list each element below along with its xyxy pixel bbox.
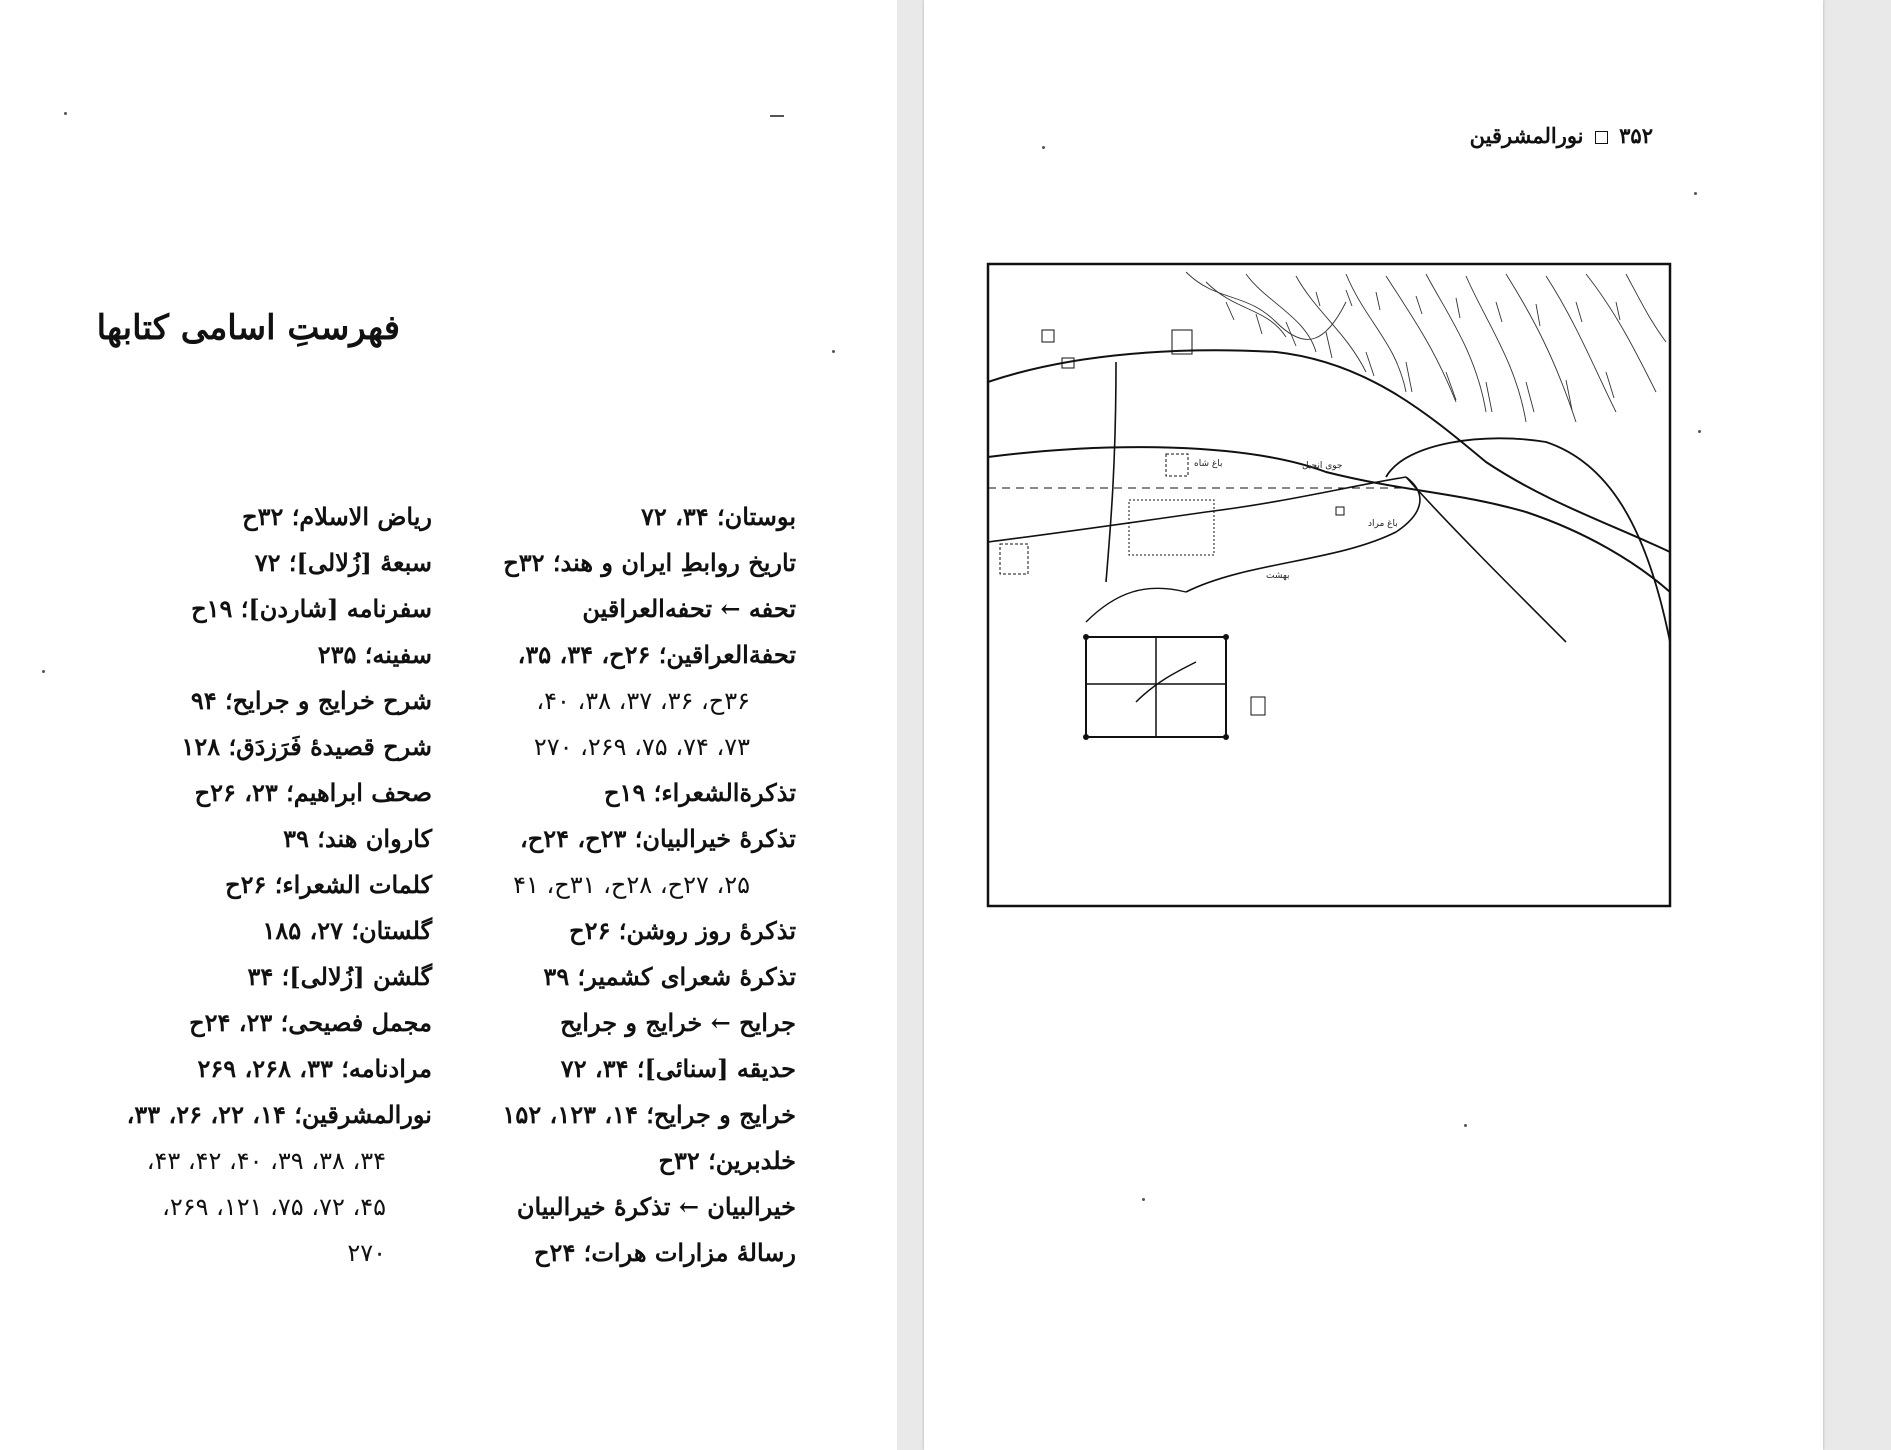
index-entry-continuation: ۷۳، ۷۴، ۷۵، ۲۶۹، ۲۷۰ (533, 733, 750, 761)
index-entry: گلشن [زُلالی]؛ ۳۴ (247, 962, 432, 991)
index-entry: تذکرهٔ شعرای کشمیر؛ ۳۹ (543, 962, 796, 991)
index-entry: رسالهٔ مزارات هرات؛ ۲۴ح (534, 1238, 796, 1267)
running-header (1470, 123, 1653, 148)
index-entry: خلدبرین؛ ۳۲ح (658, 1146, 796, 1175)
index-entry: کاروان هند؛ ۳۹ (283, 824, 432, 853)
index-entry: گلستان؛ ۲۷، ۱۸۵ (262, 916, 432, 945)
index-entry: سفینه؛ ۲۳۵ (317, 640, 432, 669)
scan-speck (1694, 192, 1697, 195)
historical-map (986, 262, 1672, 908)
index-column-left (52, 494, 432, 1276)
map-label-bagh-shah: باغ شاه (1194, 459, 1223, 469)
index-entry: شرح قصیدهٔ فَرَزدَق؛ ۱۲۸ (181, 732, 432, 761)
index-column-right (416, 494, 796, 1276)
index-entry: تاریخ روابطِ ایران و هند؛ ۳۲ح (503, 548, 796, 577)
index-entry-continuation: ۲۷۰ (347, 1239, 386, 1267)
index-entry: تحفه ← تحفه‌العراقین (582, 594, 796, 623)
index-title: فهرستِ اسامی کتابها (96, 308, 400, 348)
square-ornament-icon (1595, 131, 1608, 144)
index-entry: حدیقه [سنائی]؛ ۳۴، ۷۲ (560, 1054, 796, 1083)
index-entry: تذکرة‌الشعراء؛ ۱۹ح (604, 778, 796, 807)
scan-speck (1464, 1124, 1467, 1127)
map-label-river: جوی انجیل (1302, 461, 1343, 471)
scan-speck (1142, 1198, 1145, 1201)
index-entry-continuation: ۴۵، ۷۲، ۷۵، ۱۲۱، ۲۶۹، (162, 1193, 386, 1221)
scan-speck (42, 670, 45, 673)
index-entry: تحفة‌العراقین؛ ۲۶ح، ۳۴، ۳۵، (517, 640, 796, 669)
scan-speck (1698, 430, 1701, 433)
index-entry: تذکرهٔ روز روشن؛ ۲۶ح (569, 916, 796, 945)
index-entry: سبعهٔ [زُلالی]؛ ۷۲ (254, 548, 432, 577)
index-entry: خرایج و جرایح؛ ۱۴، ۱۲۳، ۱۵۲ (502, 1100, 796, 1129)
scan-speck (770, 115, 784, 117)
right-page (924, 0, 1823, 1450)
index-entry-continuation: ۳۴، ۳۸، ۳۹، ۴۰، ۴۲، ۴۳، (146, 1147, 386, 1175)
running-title: نورالمشرقین (1469, 123, 1584, 148)
scan-speck (64, 112, 67, 115)
index-entry: جرایح ← خرایج و جرایح (560, 1008, 796, 1037)
index-entry: ریاض الاسلام؛ ۳۲ح (242, 502, 432, 531)
scan-speck (1042, 146, 1045, 149)
index-entry: مرادنامه؛ ۳۳، ۲۶۸، ۲۶۹ (197, 1054, 432, 1083)
map-label-bihisht: بهشت (1266, 571, 1290, 581)
index-entry: خیرالبیان ← تذکرهٔ خیرالبیان (516, 1192, 796, 1221)
left-page (0, 0, 897, 1450)
map-label-bagh-murad: باغ مراد (1368, 519, 1398, 529)
scan-speck (832, 350, 835, 353)
index-entry: نورالمشرقین؛ ۱۴، ۲۲، ۲۶، ۳۳، (126, 1100, 432, 1129)
map-frame (988, 264, 1670, 906)
index-entry: بوستان؛ ۳۴، ۷۲ (640, 502, 796, 531)
page-number: ۳۵۲ (1619, 123, 1653, 148)
index-entry: تذکرهٔ خیرالبیان؛ ۲۳ح، ۲۴ح، (520, 824, 796, 853)
index-entry: مجمل فصیحی؛ ۲۳، ۲۴ح (189, 1008, 432, 1037)
index-entry: شرح خرایج و جرایح؛ ۹۴ (190, 686, 432, 715)
index-entry: کلمات الشعراء؛ ۲۶ح (225, 870, 432, 899)
index-entry-continuation: ۳۶ح، ۳۶، ۳۷، ۳۸، ۴۰، (536, 687, 750, 715)
index-entry: صحف ابراهیم؛ ۲۳، ۲۶ح (194, 778, 432, 807)
index-entry: سفرنامه [شاردن]؛ ۱۹ح (191, 594, 432, 623)
index-entry-continuation: ۲۵، ۲۷ح، ۲۸ح، ۳۱ح، ۴۱ (513, 871, 750, 899)
